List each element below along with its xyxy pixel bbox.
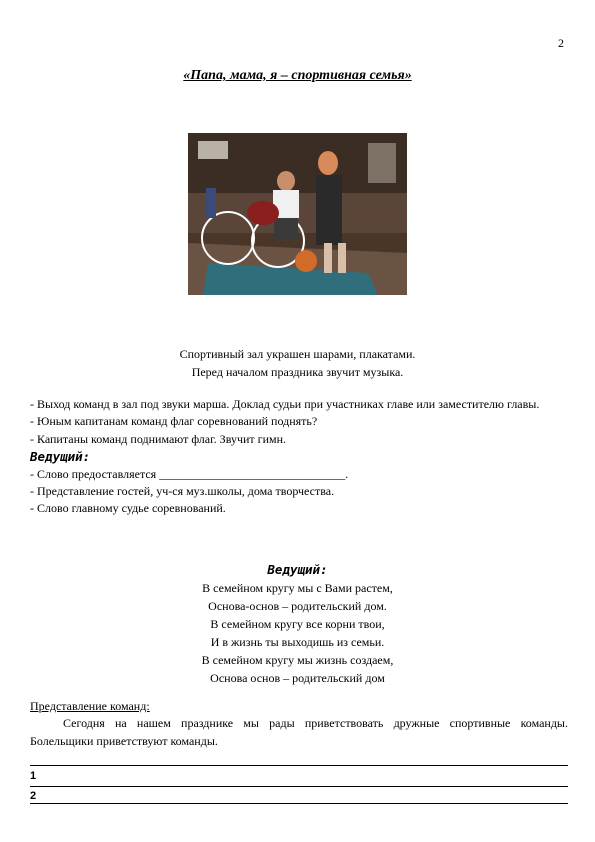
intro-line-2: Перед началом праздника звучит музыка.	[191, 365, 404, 379]
para1-line-3: - Капитаны команд поднимают флаг. Звучит гимн.	[30, 431, 287, 446]
poem-line: Основа-основ – родительский дом.	[208, 599, 387, 613]
para1-line-2: - Юным капитанам команд флаг соревнований поднять?	[30, 414, 318, 429]
intro-line-1: Спортивный зал украшен шарами, плакатами.	[179, 347, 416, 361]
para1-line-1: - Выход команд в зал под звуки марша. Доклад судьи при участниках главе или заместителю главы.	[30, 397, 540, 411]
poem-line: В семейном кругу мы жизнь создаем,	[201, 653, 394, 667]
teams-section	[30, 698, 568, 750]
host-label: Ведущий:	[30, 449, 91, 465]
poem-line: В семейном кругу мы с Вами растем,	[202, 581, 393, 595]
para2-line-1: - Слово предоставляется _______________________________.	[30, 466, 349, 481]
page-title: «Папа, мама, я – спортивная семья»	[183, 68, 412, 83]
teams-text: Сегодня на нашем празднике мы рады приветствовать дружные спортивные команды. Болельщики приветствуют команды.	[30, 716, 568, 748]
photo-illustration	[188, 133, 407, 295]
poem	[0, 561, 595, 687]
page-number: 2	[558, 36, 564, 50]
footnote-divider	[30, 765, 568, 766]
para2-line-2: - Представление гостей, уч-ся муз.школы, дома творчества.	[30, 484, 335, 499]
para2-line-3: - Слово главному судье соревнований.	[30, 501, 226, 516]
poem-line: И в жизнь ты выходишь из семьи.	[210, 635, 385, 649]
basketball-photo	[188, 133, 407, 295]
poem-line: Основа основ – родительский дом	[210, 671, 385, 685]
footnote-1: 1	[30, 770, 37, 782]
poem-line: В семейном кругу все корни твои,	[210, 617, 385, 631]
footnote-divider	[30, 786, 568, 787]
poem-host-label: Ведущий:	[267, 562, 328, 577]
teams-heading: Представление команд:	[30, 699, 150, 713]
footnote-divider	[30, 803, 568, 804]
ceremony-paragraph	[30, 396, 568, 518]
footnote-2: 2	[30, 790, 37, 802]
